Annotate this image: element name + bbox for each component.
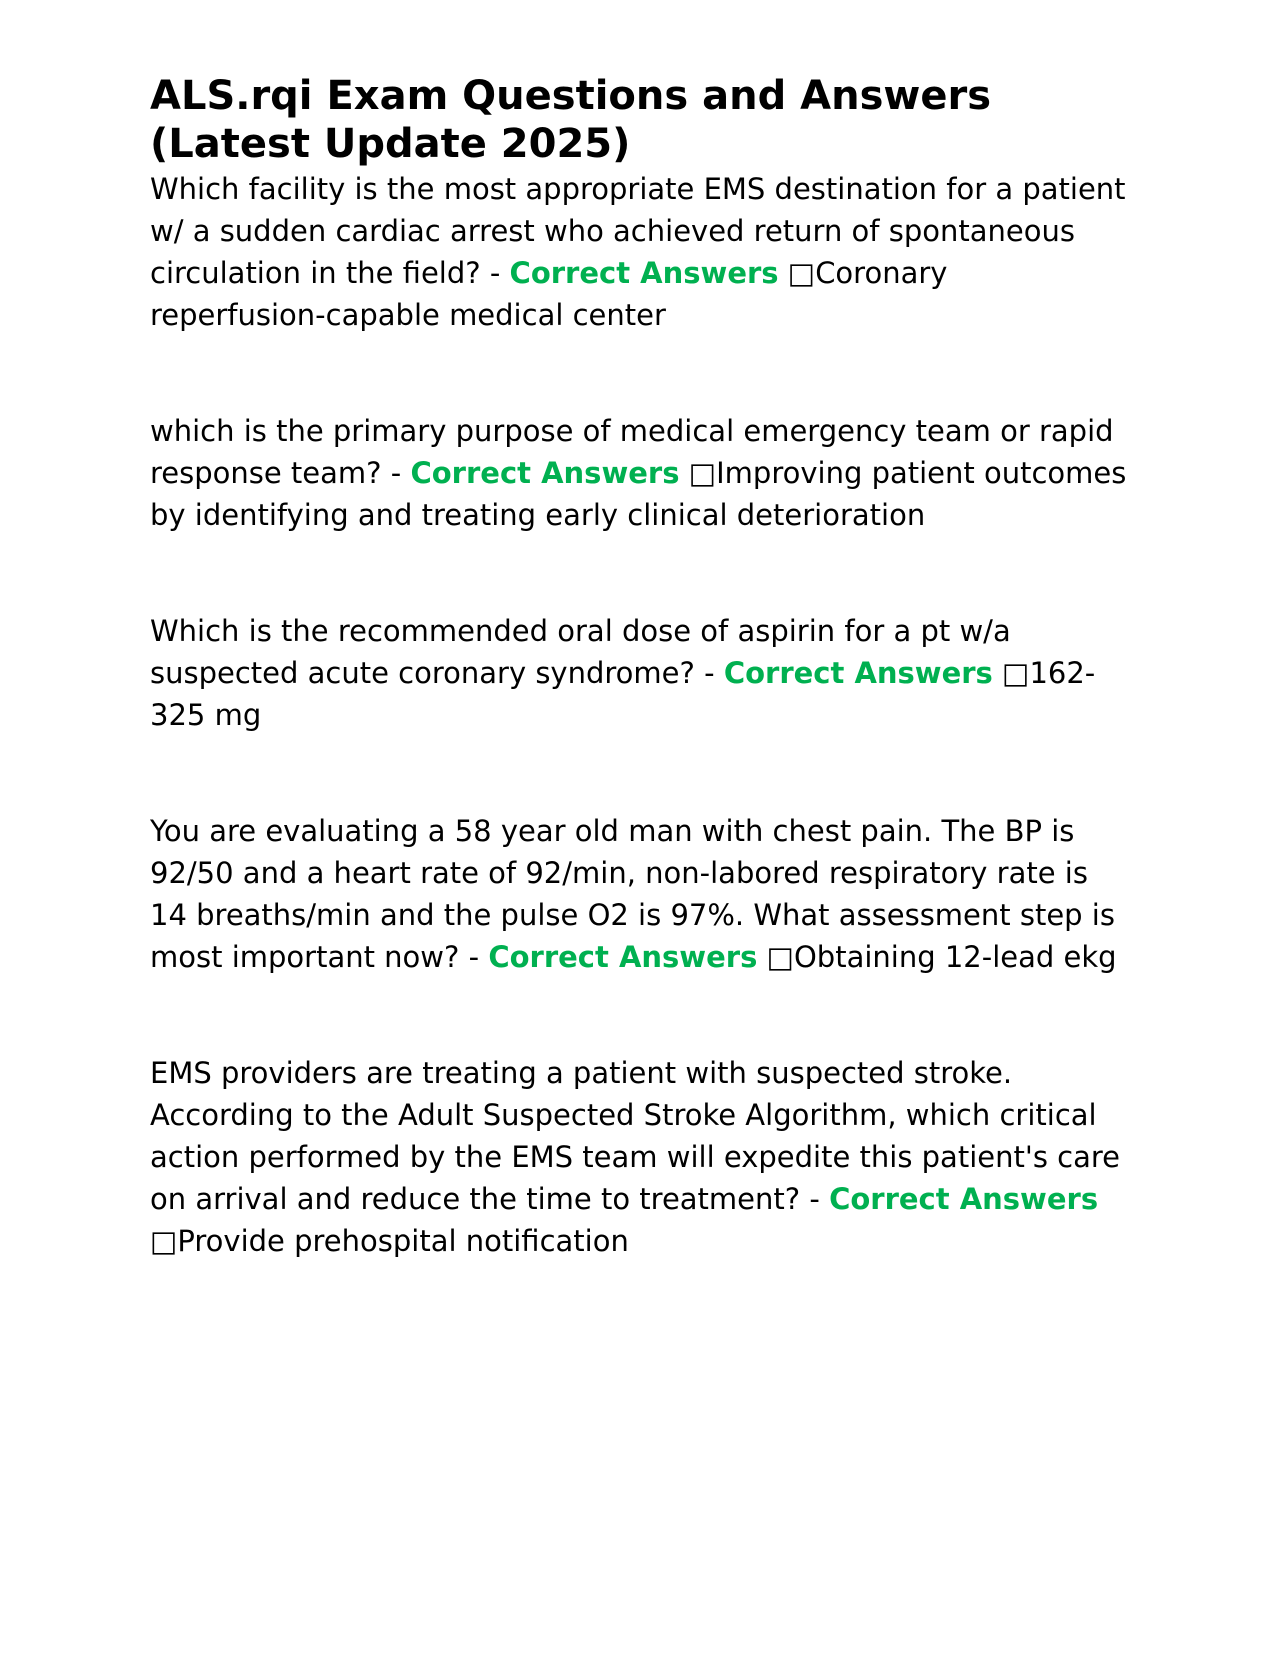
checkbox-glyph-icon: □ [688,456,717,490]
answer-text: Obtaining 12-lead ekg [793,940,1117,974]
qa-item [150,168,1130,336]
qa-item [150,810,1130,978]
qa-item [150,610,1130,736]
checkbox-glyph-icon: □ [150,1224,178,1258]
correct-answers-label: Correct Answers [488,940,758,974]
document-title: ALS.rqi Exam Questions and Answers (Latest Update 2025) [150,73,991,167]
correct-answers-label: Correct Answers [829,1182,1099,1216]
qa-item [150,410,1130,536]
question-text: EMS providers are treating a patient with suspected stroke. According to the Adult Suspected Stroke Algorithm, which critical action performed by the EMS team will expedite this patient's care on arrival and reduce the time to treatment? - [150,1056,1120,1216]
answer-text: Provide prehospital notification [177,1224,629,1258]
question-text: Which is the recommended oral dose of aspirin for a pt w/a suspected acute coronary syndrome? - [150,614,1011,690]
checkbox-glyph-icon: □ [787,256,816,290]
document-page [150,72,1130,1336]
correct-answers-label: Correct Answers [509,256,779,290]
answer-text: Improving patient outcomes by identifying and treating early clinical deterioration [150,456,1127,532]
question-text: Which facility is the most appropriate EMS destination for a patient w/ a sudden cardiac arrest who achieved return of spontaneous circulation in the field? - [150,172,1126,290]
checkbox-glyph-icon: □ [1002,656,1030,690]
question-text: You are evaluating a 58 year old man with chest pain. The BP is 92/50 and a heart rate of 92/min, non-labored respiratory rate is 14 breaths/min and the pulse O2 is 97%. What assessment step is most important now? - [150,814,1115,974]
checkbox-glyph-icon: □ [766,940,794,974]
question-text: which is the primary purpose of medical emergency team or rapid response team? - [150,414,1114,490]
correct-answers-label: Correct Answers [723,656,993,690]
correct-answers-label: Correct Answers [410,456,680,490]
answer-text: 162-325 mg [150,656,1096,732]
qa-item [150,1052,1130,1262]
answer-text: Coronary reperfusion-capable medical center [150,256,948,332]
